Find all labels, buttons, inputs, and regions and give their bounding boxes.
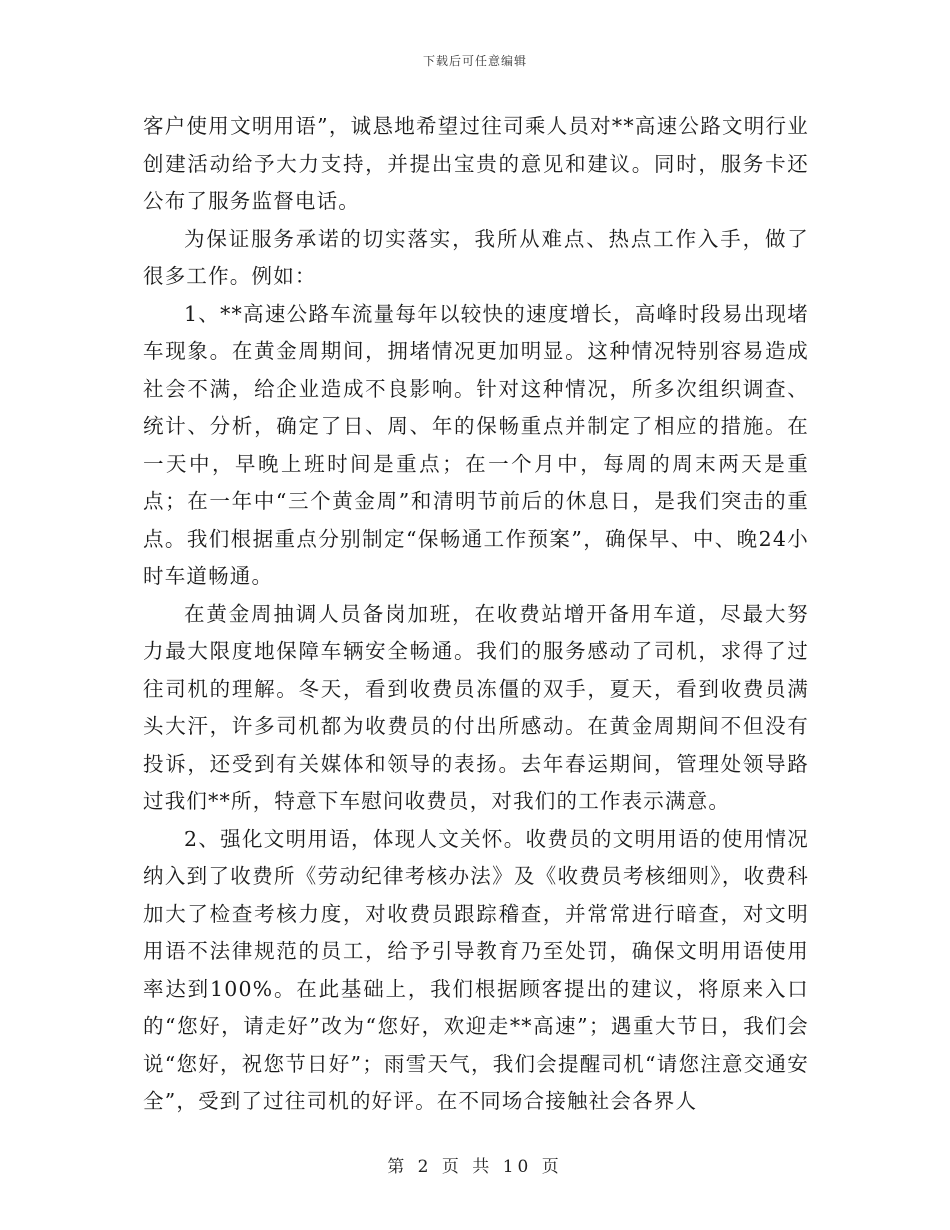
page-number-footer: 第 2 页 共 10 页 bbox=[387, 1157, 563, 1177]
paragraph: 2、强化文明用语，体现人文关怀。收费员的文明用语的使用情况纳入到了收费所《劳动纪律考核办法》及《收费员考核细则》，收费科加大了检查考核力度，对收费员跟踪稽查，并常常进行暗查，对文明用语不法律规范的员工，给予引导教育乃至处罚，确保文明用语使用率达到100%。在此基础上，我们根据顾客提出的建议，将原来入口的“您好，请走好”改为“您好，欢迎走**高速”；遇重大节日，我们会说“您好，祝您节日好”；雨雪天气，我们会提醒司机“请您注意交通安全”，受到了过往司机的好评。在不同场合接触社会各界人 bbox=[143, 826, 809, 1113]
paragraph: 为保证服务承诺的切实落实，我所从难点、热点工作入手，做了很多工作。例如： bbox=[143, 226, 809, 288]
paragraph: 1、**高速公路车流量每年以较快的速度增长，高峰时段易出现堵车现象。在黄金周期间，拥堵情况更加明显。这种情况特别容易造成社会不满，给企业造成不良影响。针对这种情况，所多次组织调查、统计、分析，确定了日、周、年的保畅重点并制定了相应的措施。在一天中，早晚上班时间是重点；在一个月中，每周的周末两天是重点；在一年中“三个黄金周”和清明节前后的休息日，是我们突击的重点。我们根据重点分别制定“保畅通工作预案”，确保早、中、晚24小时车道畅通。 bbox=[143, 301, 809, 588]
page-header-note: 下载后可任意编辑 bbox=[422, 54, 527, 68]
document-body bbox=[143, 108, 809, 1121]
paragraph: 在黄金周抽调人员备岗加班，在收费站增开备用车道，尽最大努力最大限度地保障车辆安全畅通。我们的服务感动了司机，求得了过往司机的理解。冬天，看到收费员冻僵的双手，夏天，看到收费员满头大汗，许多司机都为收费员的付出所感动。在黄金周期间不但没有投诉，还受到有关媒体和领导的表扬。去年春运期间，管理处领导路过我们**所，特意下车慰问收费员，对我们的工作表示满意。 bbox=[143, 601, 809, 813]
paragraph: 客户使用文明用语”，诚恳地希望过往司乘人员对**高速公路文明行业创建活动给予大力支持，并提出宝贵的意见和建议。同时，服务卡还公布了服务监督电话。 bbox=[143, 114, 809, 213]
